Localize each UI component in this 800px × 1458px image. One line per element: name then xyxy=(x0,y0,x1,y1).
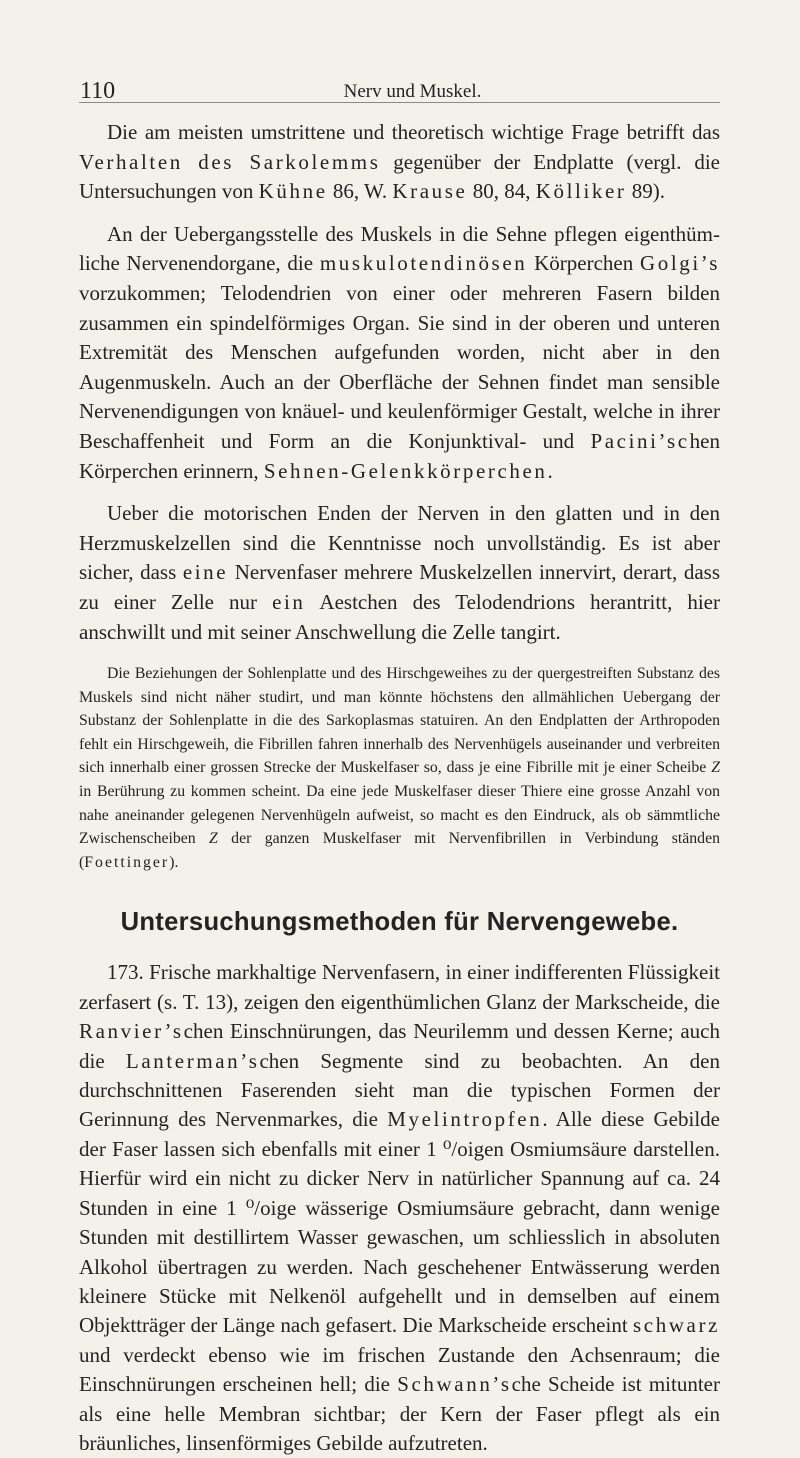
section-text xyxy=(79,958,720,1458)
page-number: 110 xyxy=(80,78,116,104)
text-run: Nervenfaser mehrere Muskelzellen innervirt, derart, dass zu einer Zelle nur xyxy=(79,560,720,614)
text-run: gegenüber der Endplatte (vergl. die Untersuchungen von xyxy=(79,149,720,204)
author-name: Lanterman’s xyxy=(125,1048,260,1073)
text-run: Körperchen xyxy=(527,251,640,276)
paragraph-sehne xyxy=(79,220,720,486)
emphasis: ein xyxy=(272,589,306,614)
text-run: hen Körperchen erinnern, xyxy=(79,428,720,483)
text-run: 80, 84, xyxy=(467,179,536,204)
emphasis: schwarz xyxy=(633,1313,720,1338)
emphasis: muskulotendinösen xyxy=(319,251,528,276)
text-run: in Berührung zu kommen scheint. Da eine jede Muskelfaser dieser Thiere eine grosse Anzahl von nahe aneinander gelegenen Nervenhügeln aufweist, so macht es den Eindruck, als ob sämmtliche Zwischenscheiben xyxy=(79,783,720,848)
author-name: Pacini’sc xyxy=(590,428,690,453)
section-heading: Untersuchungsmethoden für Nervengewebe. xyxy=(120,908,679,937)
running-head: Nerv und Muskel. xyxy=(343,81,482,102)
author-name: Ranvier’s xyxy=(79,1019,184,1044)
text-run: Die Beziehungen der Sohlenplatte und des Hirschgeweihes zu der quergestreiften Substanz des Muskels sind nicht näher studirt, und man könnte höchstens den allmählichen Uebergang der Substanz der Sohlenplatte in die des Sarkoplasmas statuiren. An den Endplatten der Arthropoden fehlt ein Hirschgeweih, die Fibrillen fahren innerhalb des Nervenhügels auseinander und verbreiten sich innerhalb einer grossen Strecke der Muskelfaser so, dass je eine Fibrille mit je einer Scheibe xyxy=(79,665,720,777)
author-name: Schwann’s xyxy=(397,1372,512,1397)
text-run: vorzukommen; Telodendrien von einer oder mehreren Fasern bilden zusammen ein spindelförmiges Organ. Sie sind in der oberen und unteren Extremität des Menschen aufgefunden worden, nicht aber in den Augenmuskeln. Auch an der Oberfläche der Sehnen findet man sensible Nervenendigungen von knäuel- und keulenförmiger Gestalt, welche in ihrer Beschaffenheit und Form an die Konjunktival- und xyxy=(79,280,720,453)
emphasis: Verhalten des Sarkolemms xyxy=(79,149,381,174)
author-name: Kölliker xyxy=(535,179,627,204)
emphasis: Myelintropfen xyxy=(387,1107,543,1132)
text-run: und verdeckt ebenso wie im frischen Zustande den Achsenraum; die Einschnürungen erscheinen hell; die xyxy=(79,1342,720,1397)
emphasis: Sehnen-Gelenkkörperchen xyxy=(263,458,548,483)
text-run: 89). xyxy=(626,179,666,204)
note-paragraph xyxy=(79,662,720,874)
text-run: 86, W. xyxy=(327,179,393,204)
page-header xyxy=(79,72,720,103)
emphasis: eine xyxy=(182,560,229,585)
main-text xyxy=(79,118,720,647)
paragraph-motorische-enden xyxy=(79,499,720,647)
italic-z: Z xyxy=(711,759,720,777)
text-run: . Alle diese Gebilde der Faser lassen sich ebenfalls mit einer 1 ⁰/oigen Osmiumsäure darstellen. Hierfür wird ein nicht zu dicker Nerv in natürlicher Spannung auf ca. 24 Stunden in eine 1 ⁰/oige wässerige Osmiumsäure gebracht, dann wenige Stunden mit destillirtem Wasser gewaschen, um schliesslich in absoluten Alkohol übertragen zu werden. Nach geschehener Entwässerung werden kleinere Stücke mit Nelkenöl aufgehellt und in demselben auf einem Objektträger der Länge nach gefasert. Die Markscheide erscheint xyxy=(79,1107,720,1338)
text-run: 173. Frische markhaltige Nervenfasern, in einer indifferenten Flüssigkeit zerfasert (s. T. 13), zeigen den eigenthümlichen Glanz der Markscheide, die xyxy=(79,960,720,1014)
text-run: ). xyxy=(169,853,179,871)
text-run: der ganzen Muskelfaser mit Nervenfibrillen in Verbindung ständen ( xyxy=(79,830,720,871)
small-print-note xyxy=(79,662,720,874)
text-run: Ueber die motorischen Enden der Nerven in den glatten und in den Herzmuskelzellen sind die Kenntnisse noch unvollständig. Es ist aber sicher, dass xyxy=(79,501,720,585)
author-name: Foettinger xyxy=(84,853,170,871)
paragraph-sarkolemm xyxy=(79,118,720,207)
text-run: chen Segmente sind zu beobachten. An den durchschnittenen Faserenden sieht man die typischen Formen der Gerinnung des Nervenmarkes, die xyxy=(79,1048,720,1132)
text-run: . xyxy=(547,458,553,483)
author-name: Krause xyxy=(392,179,468,204)
text-run: che Scheide ist mitunter als eine helle Membran sichtbar; der Kern der Faser pflegt als ein bräunliches, linsenförmiges Gebilde aufzutreten. xyxy=(79,1372,720,1455)
author-name: Golgi’s xyxy=(639,251,721,276)
text-run: Die am meisten umstrittene und theoretisch wichtige Frage betrifft das xyxy=(107,120,720,144)
paragraph-173 xyxy=(79,958,720,1458)
author-name: Kühne xyxy=(258,179,328,204)
text-run: An der Uebergangsstelle des Muskels in die Sehne pflegen eigenthümliche Nervenendorgane, die xyxy=(79,221,720,276)
text-run: Aestchen des Telodendrions herantritt, hier anschwillt und mit seiner Anschwellung die Zelle tangirt. xyxy=(79,589,720,644)
text-run: chen Einschnürungen, das Neurilemm und dessen Kerne; auch die xyxy=(79,1019,720,1073)
italic-z: Z xyxy=(209,830,218,848)
